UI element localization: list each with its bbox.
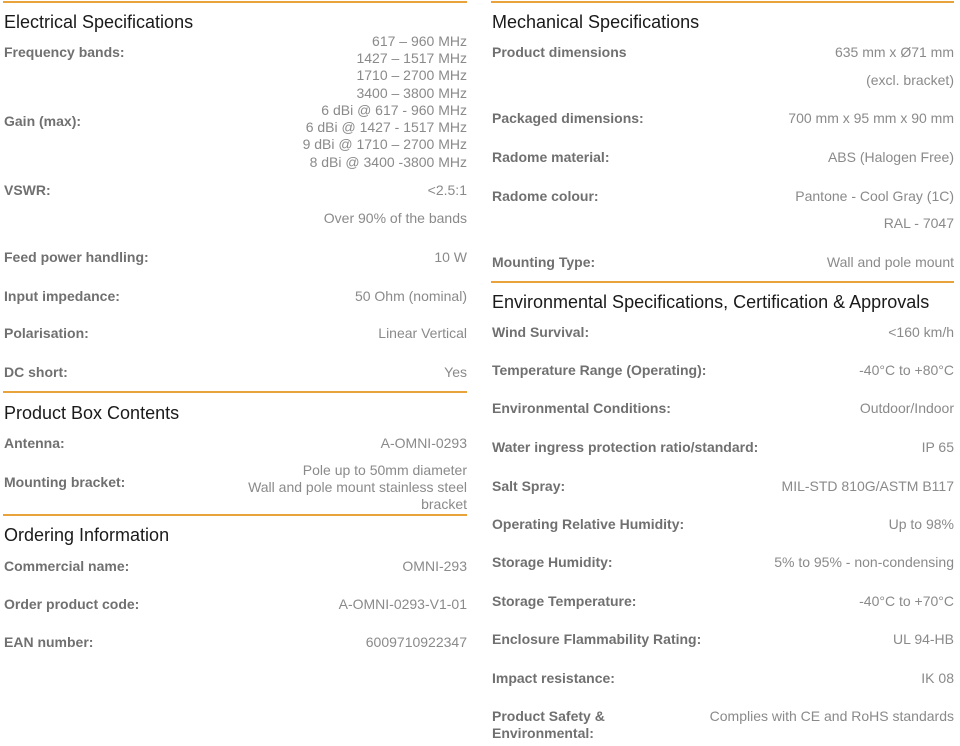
spec-label-bracket: Mounting bracket: <box>4 474 126 490</box>
section-rule <box>3 1 467 3</box>
spec-label-impedance: Input impedance: <box>4 288 120 304</box>
spec-value-impedance: 50 Ohm (nominal) <box>354 288 467 304</box>
spec-value-vswr-note: Over 90% of the bands <box>323 210 467 226</box>
spec-label-feed-power: Feed power handling: <box>4 249 149 265</box>
spec-value-conditions: Outdoor/Indoor <box>859 400 954 416</box>
section-title-environmental: Environmental Specifications, Certification & Approvals <box>492 292 930 312</box>
spec-label-humidity-operating: Operating Relative Humidity: <box>492 516 685 532</box>
spec-label-frequency: Frequency bands: <box>4 44 125 60</box>
section-title-ordering: Ordering Information <box>4 525 170 545</box>
spec-label-commercial-name: Commercial name: <box>4 558 130 574</box>
spec-value-water-ingress: IP 65 <box>921 439 954 455</box>
spec-label-antenna: Antenna: <box>4 435 65 451</box>
spec-label-radome-colour: Radome colour: <box>492 188 599 204</box>
spec-value-temp-operating: -40°C to +80°C <box>859 362 954 378</box>
spec-label-wind: Wind Survival: <box>492 324 590 340</box>
spec-label-salt-spray: Salt Spray: <box>492 478 566 494</box>
spec-value-impact: IK 08 <box>921 670 954 686</box>
spec-label-vswr: VSWR: <box>4 182 51 198</box>
spec-label-radome-material: Radome material: <box>492 149 610 165</box>
spec-label-polarisation: Polarisation: <box>4 325 89 341</box>
spec-value-storage-temp: -40°C to +70°C <box>859 593 954 609</box>
spec-value-bracket: Pole up to 50mm diameter Wall and pole mount stainless steel bracket <box>248 462 467 513</box>
spec-value-salt-spray: MIL-STD 810G/ASTM B117 <box>781 478 954 494</box>
spec-label-conditions: Environmental Conditions: <box>492 400 671 416</box>
spec-value-frequency: 617 – 960 MHz 1427 – 1517 MHz 1710 – 2700 MHz 3400 – 3800 MHz <box>356 33 467 101</box>
spec-label-flammability: Enclosure Flammability Rating: <box>492 631 702 647</box>
section-rule <box>491 1 954 3</box>
spec-label-water-ingress: Water ingress protection ratio/standard: <box>492 439 759 455</box>
section-title-mechanical: Mechanical Specifications <box>492 12 700 32</box>
spec-value-antenna: A-OMNI-0293 <box>380 435 467 451</box>
spec-label-temp-operating: Temperature Range (Operating): <box>492 362 707 378</box>
spec-value-packaged: 700 mm x 95 mm x 90 mm <box>788 110 954 126</box>
spec-value-commercial-name: OMNI-293 <box>402 558 467 574</box>
spec-value-vswr: <2.5:1 <box>427 182 467 198</box>
spec-label-ean: EAN number: <box>4 634 94 650</box>
spec-value-order-code: A-OMNI-0293-V1-01 <box>338 596 467 612</box>
section-title-electrical: Electrical Specifications <box>4 12 194 32</box>
spec-label-impact: Impact resistance: <box>492 670 615 686</box>
spec-label-gain: Gain (max): <box>4 113 82 129</box>
spec-value-gain: 6 dBi @ 617 - 960 MHz 6 dBi @ 1427 - 1517 MHz 9 dBi @ 1710 – 2700 MHz 8 dBi @ 3400 -3800 MHz <box>302 102 467 170</box>
spec-label-dimensions: Product dimensions <box>492 44 627 60</box>
spec-value-dimensions-note: (excl. bracket) <box>866 72 954 88</box>
spec-value-flammability: UL 94-HB <box>893 631 954 647</box>
spec-label-product-safety: Product Safety & Environmental: <box>492 708 605 741</box>
spec-value-ean: 6009710922347 <box>365 634 467 650</box>
spec-value-radome-material: ABS (Halogen Free) <box>827 149 954 165</box>
spec-value-polarisation: Linear Vertical <box>378 325 467 341</box>
section-rule <box>3 391 467 393</box>
section-rule <box>491 281 954 283</box>
spec-value-radome-ral: RAL - 7047 <box>883 215 954 231</box>
spec-value-dimensions: 635 mm x Ø71 mm <box>834 44 954 60</box>
spec-value-wind: <160 km/h <box>888 324 954 340</box>
spec-value-radome-colour: Pantone - Cool Gray (1C) <box>795 188 954 204</box>
section-rule <box>3 514 467 516</box>
spec-value-product-safety: Complies with CE and RoHS standards <box>709 708 954 724</box>
spec-label-packaged: Packaged dimensions: <box>492 110 644 126</box>
spec-label-order-code: Order product code: <box>4 596 140 612</box>
spec-value-dc-short: Yes <box>444 364 467 380</box>
spec-label-storage-temp: Storage Temperature: <box>492 593 637 609</box>
spec-label-mounting-type: Mounting Type: <box>492 254 596 270</box>
spec-value-storage-humidity: 5% to 95% - non-condensing <box>774 554 954 570</box>
spec-label-dc-short: DC short: <box>4 364 68 380</box>
section-title-box-contents: Product Box Contents <box>4 403 180 423</box>
spec-value-mounting-type: Wall and pole mount <box>826 254 954 270</box>
spec-value-humidity-operating: Up to 98% <box>888 516 954 532</box>
spec-value-feed-power: 10 W <box>434 249 467 265</box>
spec-label-storage-humidity: Storage Humidity: <box>492 554 613 570</box>
